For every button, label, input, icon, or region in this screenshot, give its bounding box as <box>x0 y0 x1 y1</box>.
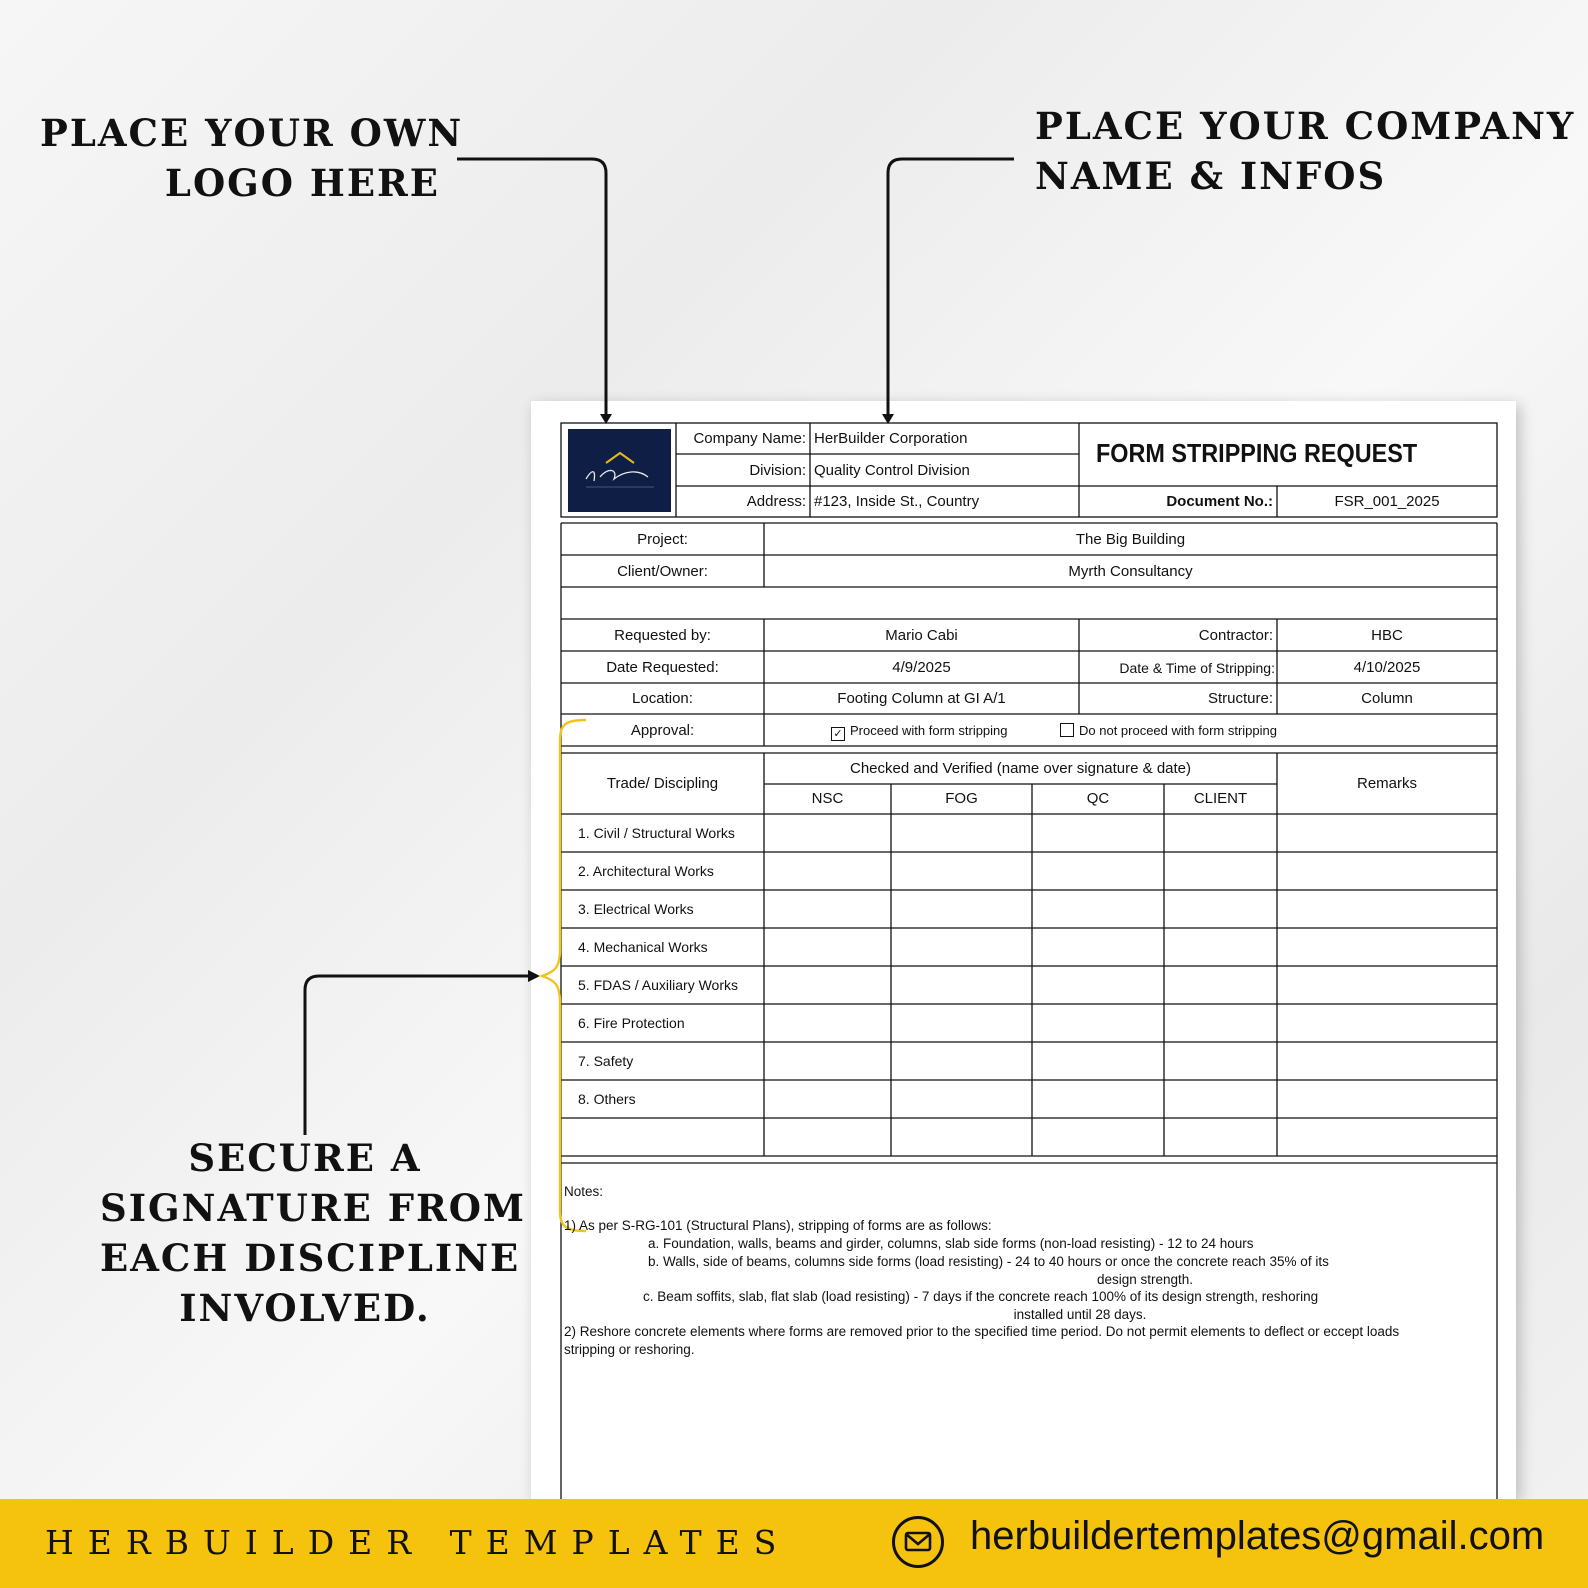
contact-email[interactable]: herbuildertemplates@gmail.com <box>970 1514 1545 1558</box>
callout-signature <box>100 1133 526 1333</box>
callout-logo-line-2: LOGO HERE <box>164 161 440 205</box>
client-label: Client/Owner: <box>617 563 708 580</box>
table-row: 3. Electrical Works <box>578 901 694 917</box>
division-value[interactable]: Quality Control Division <box>814 462 970 479</box>
reject-option-label: Do not proceed with form stripping <box>1079 723 1277 738</box>
callout-logo-line-1: PLACE YOUR OWN <box>40 111 464 155</box>
structure-label: Structure: <box>1207 690 1273 707</box>
approval-label: Approval: <box>630 722 695 739</box>
division-label: Division: <box>749 462 806 479</box>
form-title: FORM STRIPPING REQUEST <box>1096 438 1418 468</box>
requested-by-value[interactable]: Mario Cabi <box>885 627 958 644</box>
mail-icon <box>892 1516 944 1568</box>
table-row: 6. Fire Protection <box>578 1015 685 1031</box>
reject-option[interactable] <box>1060 723 1277 738</box>
note-1b: b. Walls, side of beams, columns side forms (load resisting) - 24 to 40 hours or once the concrete reach 35% of its <box>648 1254 1329 1269</box>
reject-checkbox[interactable] <box>1060 723 1074 737</box>
notes-heading: Notes: <box>564 1184 604 1199</box>
table-row: 2. Architectural Works <box>578 863 714 879</box>
house-logo-icon <box>568 429 671 512</box>
approve-checkbox[interactable]: ✓ <box>831 727 845 741</box>
checked-header: Checked and Verified (name over signature & date) <box>849 760 1192 777</box>
address-value[interactable]: #123, Inside St., Country <box>814 493 980 510</box>
structure-value[interactable]: Column <box>1361 690 1413 707</box>
footer-bar <box>0 1499 1588 1588</box>
table-row: 7. Safety <box>578 1053 634 1069</box>
note-1: 1) As per S-RG-101 (Structural Plans), stripping of forms are as follows: <box>564 1218 992 1233</box>
client-header: CLIENT <box>1193 790 1248 807</box>
fog-header: FOG <box>945 790 978 807</box>
location-label: Location: <box>632 690 693 707</box>
location-value[interactable]: Footing Column at GI A/1 <box>837 690 1006 707</box>
note-1c: c. Beam soffits, slab, flat slab (load resisting) - 7 days if the concrete reach 100% of its design strength, reshoring <box>643 1289 1319 1304</box>
callout-logo <box>40 108 464 208</box>
company-logo <box>568 429 671 512</box>
note-1b-cont: design strength. <box>1096 1272 1194 1287</box>
trade-header: Trade/ Discipling <box>606 775 719 792</box>
qc-header: QC <box>1086 790 1110 807</box>
project-value[interactable]: The Big Building <box>1075 531 1186 548</box>
table-row: 8. Others <box>578 1091 636 1107</box>
table-row: 1. Civil / Structural Works <box>578 825 735 841</box>
approve-option-label: Proceed with form stripping <box>850 723 1008 738</box>
brand-name: HERBUILDER TEMPLATES <box>45 1523 791 1562</box>
contractor-label: Contractor: <box>1198 627 1273 644</box>
callout-company-line-1: PLACE YOUR COMPANY <box>1035 104 1576 148</box>
document-number-value[interactable]: FSR_001_2025 <box>1334 493 1440 510</box>
note-1a: a. Foundation, walls, beams and girder, columns, slab side forms (non-load resisting) - 12 to 24 hours <box>648 1236 1254 1251</box>
table-row: 4. Mechanical Works <box>578 939 708 955</box>
callout-signature-line-4: INVOLVED. <box>179 1286 431 1330</box>
callout-company <box>1035 101 1575 201</box>
note-1c-cont: installed until 28 days. <box>1013 1307 1147 1322</box>
note-2-cont: stripping or reshoring. <box>564 1342 695 1357</box>
remarks-header: Remarks <box>1356 775 1417 792</box>
client-value[interactable]: Myrth Consultancy <box>1068 563 1193 580</box>
note-2: 2) Reshore concrete elements where forms are removed prior to the specified time period. Do not permit elements to deflect or eccept loads <box>564 1324 1400 1339</box>
callout-company-line-2: NAME & INFOS <box>1035 154 1387 198</box>
date-stripping-value[interactable]: 4/10/2025 <box>1353 659 1421 676</box>
callout-signature-line-2: SIGNATURE FROM <box>100 1186 526 1230</box>
document-number-label: Document No.: <box>1166 493 1273 510</box>
company-name-value[interactable]: HerBuilder Corporation <box>814 430 968 447</box>
approve-option[interactable] <box>831 723 1008 741</box>
nsc-header: NSC <box>811 790 844 807</box>
requested-by-label: Requested by: <box>614 627 711 644</box>
table-row: 5. FDAS / Auxiliary Works <box>578 977 739 993</box>
address-label: Address: <box>746 493 806 510</box>
date-stripping-label: Date & Time of Stripping: <box>1119 660 1275 676</box>
company-name-label: Company Name: <box>693 430 806 447</box>
callout-signature-line-3: EACH DISCIPLINE <box>100 1236 521 1280</box>
date-requested-label: Date Requested: <box>606 659 719 676</box>
date-requested-value[interactable]: 4/9/2025 <box>892 659 951 676</box>
callout-signature-line-1: SECURE A <box>188 1136 422 1180</box>
project-label: Project: <box>637 531 688 548</box>
contractor-value[interactable]: HBC <box>1371 627 1403 644</box>
